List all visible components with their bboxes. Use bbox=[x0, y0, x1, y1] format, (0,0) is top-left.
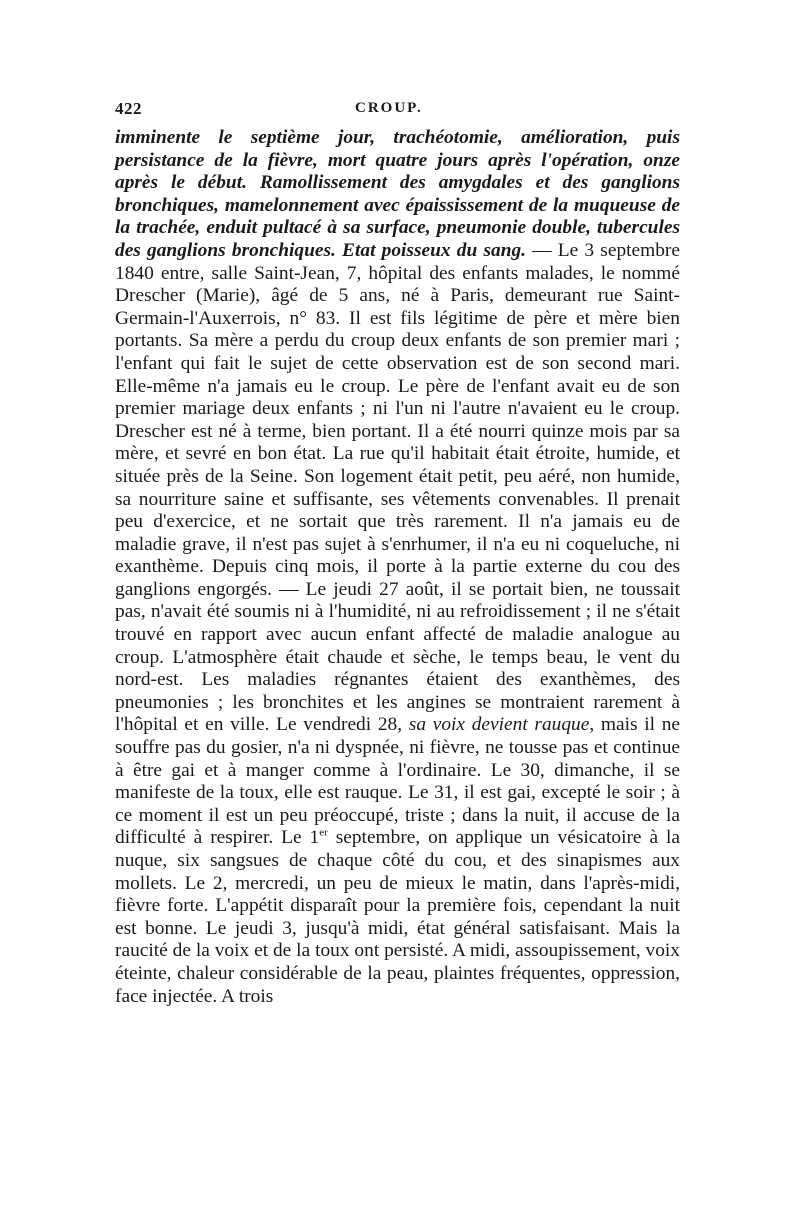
observation-paragraph bbox=[115, 127, 680, 1008]
observation-text-part-3: septembre, on applique un vésicatoire à la nuque, six sangsues de chaque côté du cou, et des sinapismes aux mollets. Le 2, mercredi, un peu de mieux le matin, dans l'après-midi, fièvre forte. L'appétit disparaît pour la première fois, cependant la nuit est bonne. Le jeudi 3, jusqu'à midi, état général satisfaisant. Mais la raucité de la voix et de la toux ont persisté. A midi, assoupissement, voix éteinte, chaleur considérable de la peau, plaintes fréquentes, oppression, face injectée. A trois bbox=[115, 827, 680, 1007]
observation-title: imminente le septième jour, trachéotomie, amélioration, puis persistance de la fièvre, mort quatre jours après l'opération, onze après le début. Ramollissement des amygdales et des ganglions bronchiques, mamelonnement avec épaississement de la muqueuse de la trachée, enduit pultacé à sa surface, pneumonie double, tubercules des ganglions bronchiques. Etat poisseux du sang. bbox=[115, 127, 680, 261]
observation-text-part-1: — Le 3 septembre 1840 entre, salle Saint-Jean, 7, hôpital des enfants malades, le nommé Drescher (Marie), âgé de 5 ans, né à Paris, demeurant rue Saint-Germain-l'Auxerrois, n° 83. Il est fils légitime de père et mère bien portants. Sa mère a perdu du croup deux enfants de son premier mari ; l'enfant qui fait le sujet de cette observation est de son second mari. Elle-même n'a jamais eu le croup. Le père de l'enfant avait eu de son premier mariage deux enfants ; ni l'un ni l'autre n'avaient eu le croup. Drescher est né à terme, bien portant. Il a été nourri quinze mois par sa mère, et sevré en bon état. La rue qu'il habitait était étroite, humide, et située près de la Seine. Son logement était petit, peu aéré, non humide, sa nourriture saine et suffisante, ses vêtements convenables. Il prenait peu d'exercice, et ne sortait que très rarement. Il n'a jamais eu de maladie grave, il n'est pas sujet à s'enrhumer, il n'a eu ni coqueluche, ni exanthème. Depuis cinq mois, il porte à la partie externe du cou des ganglions engorgés. — Le jeudi 27 août, il se portait bien, ne toussait pas, n'avait été soumis ni à l'humidité, ni au refroidissement ; il ne s'était trouvé en rapport avec aucun enfant affecté de maladie analogue au croup. L'atmosphère était chaude et sèche, le temps beau, le vent du nord-est. Les maladies régnantes étaient des exanthèmes, des pneumonies ; les bronchites et les angines se montraient rarement à l'hôpital et en ville. Le vendredi 28, bbox=[115, 239, 680, 736]
observation-italic-voice: sa voix devient rauque bbox=[408, 714, 590, 736]
book-page bbox=[115, 95, 680, 1008]
observation-text-part-2: , mais il ne souffre pas du gosier, n'a ni dyspnée, ni fièvre, ne tousse pas et continue à être gai et à manger comme à l'ordinaire. Le 30, dimanche, il se manifeste de la toux, elle est rauque. Le 31, il est gai, excepté le soir ; à ce moment il est un peu préoccupé, triste ; dans la nuit, il accuse de la difficulté à respirer. Le 1 bbox=[115, 714, 680, 849]
ordinal-superscript: er bbox=[319, 826, 328, 839]
running-title: CROUP. bbox=[355, 100, 423, 116]
running-head bbox=[115, 95, 680, 121]
page-number: 422 bbox=[115, 99, 142, 118]
